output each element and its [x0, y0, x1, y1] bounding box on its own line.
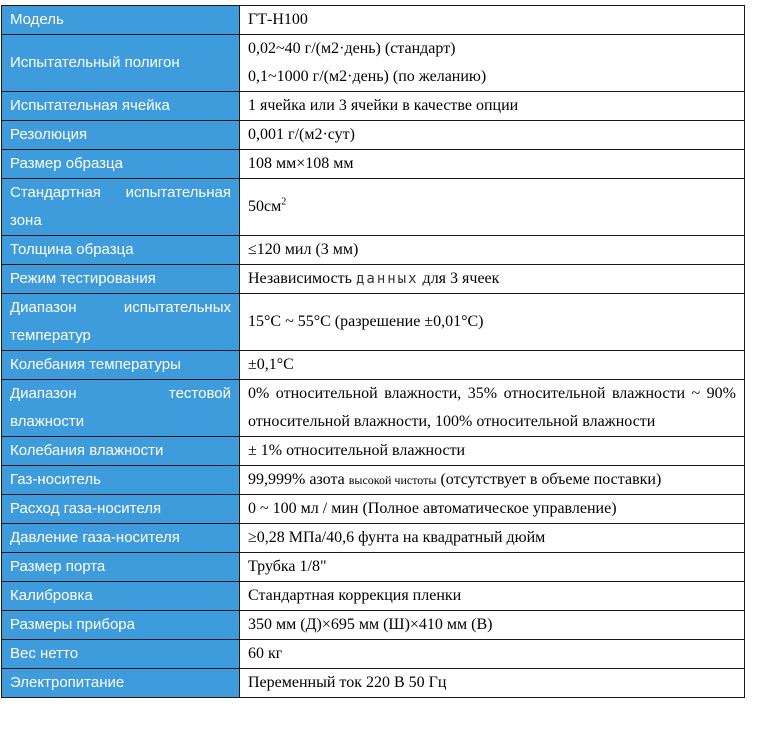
row-label: Электропитание	[2, 669, 240, 698]
row-label: Размер образца	[2, 150, 240, 179]
row-value: Переменный ток 220 В 50 Гц	[240, 669, 745, 698]
value-text: (отсутствует в объеме поставки)	[440, 471, 662, 488]
row-label: Толщина образца	[2, 236, 240, 265]
table-row	[2, 179, 745, 236]
row-label	[2, 294, 240, 351]
value-mono-text: данных	[355, 271, 419, 287]
label-line: влажности	[10, 413, 85, 430]
row-value: ≤120 мил (3 мм)	[240, 236, 745, 265]
table-row	[2, 640, 745, 669]
row-label: Колебания влажности	[2, 437, 240, 466]
table-row	[2, 495, 745, 524]
table-row	[2, 351, 745, 380]
row-label: Расход газа-носителя	[2, 495, 240, 524]
row-label	[2, 380, 240, 437]
row-label: Модель	[2, 6, 240, 35]
label-line: Диапазон тестовой	[10, 385, 231, 402]
table-row	[2, 466, 745, 495]
row-label: Размеры прибора	[2, 611, 240, 640]
row-label: Испытательная ячейка	[2, 92, 240, 121]
value-line: 0,02~40 г/(м2·день) (стандарт)	[248, 40, 456, 57]
table-row	[2, 35, 745, 92]
table-row	[2, 236, 745, 265]
row-label: Газ-носитель	[2, 466, 240, 495]
row-value: Трубка 1/8"	[240, 553, 745, 582]
table-row	[2, 669, 745, 698]
row-value: 0% относительной влажности, 35% относительной влажности ~ 90% относительной влажности, 100% относительной влажности	[240, 380, 745, 437]
row-label: Давление газа-носителя	[2, 524, 240, 553]
table-row	[2, 524, 745, 553]
table-row	[2, 121, 745, 150]
value-text: для 3 ячеек	[422, 270, 500, 287]
row-label: Резолюция	[2, 121, 240, 150]
row-label: Калибровка	[2, 582, 240, 611]
row-label: Испытательный полигон	[2, 35, 240, 92]
row-value: 0 ~ 100 мл / мин (Полное автоматическое управление)	[240, 495, 745, 524]
row-value: Стандартная коррекция пленки	[240, 582, 745, 611]
value-small-text: высокой чистоты	[348, 473, 437, 487]
row-value: 350 мм (Д)×695 мм (Ш)×410 мм (В)	[240, 611, 745, 640]
row-value: ГТ-Н100	[240, 6, 745, 35]
row-value: 15°C ~ 55°C (разрешение ±0,01°C)	[240, 294, 745, 351]
row-value	[240, 265, 745, 294]
spec-table	[1, 5, 745, 698]
row-value: 1 ячейка или 3 ячейки в качестве опции	[240, 92, 745, 121]
row-value	[240, 466, 745, 495]
label-line: Диапазон испытательных	[10, 299, 231, 316]
row-value: 108 мм×108 мм	[240, 150, 745, 179]
table-row	[2, 437, 745, 466]
value-superscript: 2	[281, 196, 287, 208]
row-value: 0,001 г/(м2·сут)	[240, 121, 745, 150]
row-value: ≥0,28 МПа/40,6 фунта на квадратный дюйм	[240, 524, 745, 553]
label-line: температур	[10, 327, 91, 344]
table-row	[2, 265, 745, 294]
label-line: зона	[10, 212, 42, 229]
row-value	[240, 35, 745, 92]
row-label: Колебания температуры	[2, 351, 240, 380]
table-row	[2, 92, 745, 121]
row-value: 60 кг	[240, 640, 745, 669]
table-row	[2, 380, 745, 437]
table-row	[2, 582, 745, 611]
row-label: Режим тестирования	[2, 265, 240, 294]
value-text: Независимость	[248, 270, 352, 287]
label-line: Стандартная испытательная	[10, 184, 231, 201]
table-row	[2, 6, 745, 35]
row-value: ± 1% относительной влажности	[240, 437, 745, 466]
table-row	[2, 611, 745, 640]
value-line: 0,1~1000 г/(м2·день) (по желанию)	[248, 68, 487, 85]
value-text: 50см	[248, 198, 282, 215]
table-row	[2, 294, 745, 351]
row-label	[2, 179, 240, 236]
table-row	[2, 553, 745, 582]
row-value: ±0,1°C	[240, 351, 745, 380]
row-label: Размер порта	[2, 553, 240, 582]
row-value	[240, 179, 745, 236]
table-row	[2, 150, 745, 179]
value-text: 99,999% азота	[248, 471, 345, 488]
row-label: Вес нетто	[2, 640, 240, 669]
